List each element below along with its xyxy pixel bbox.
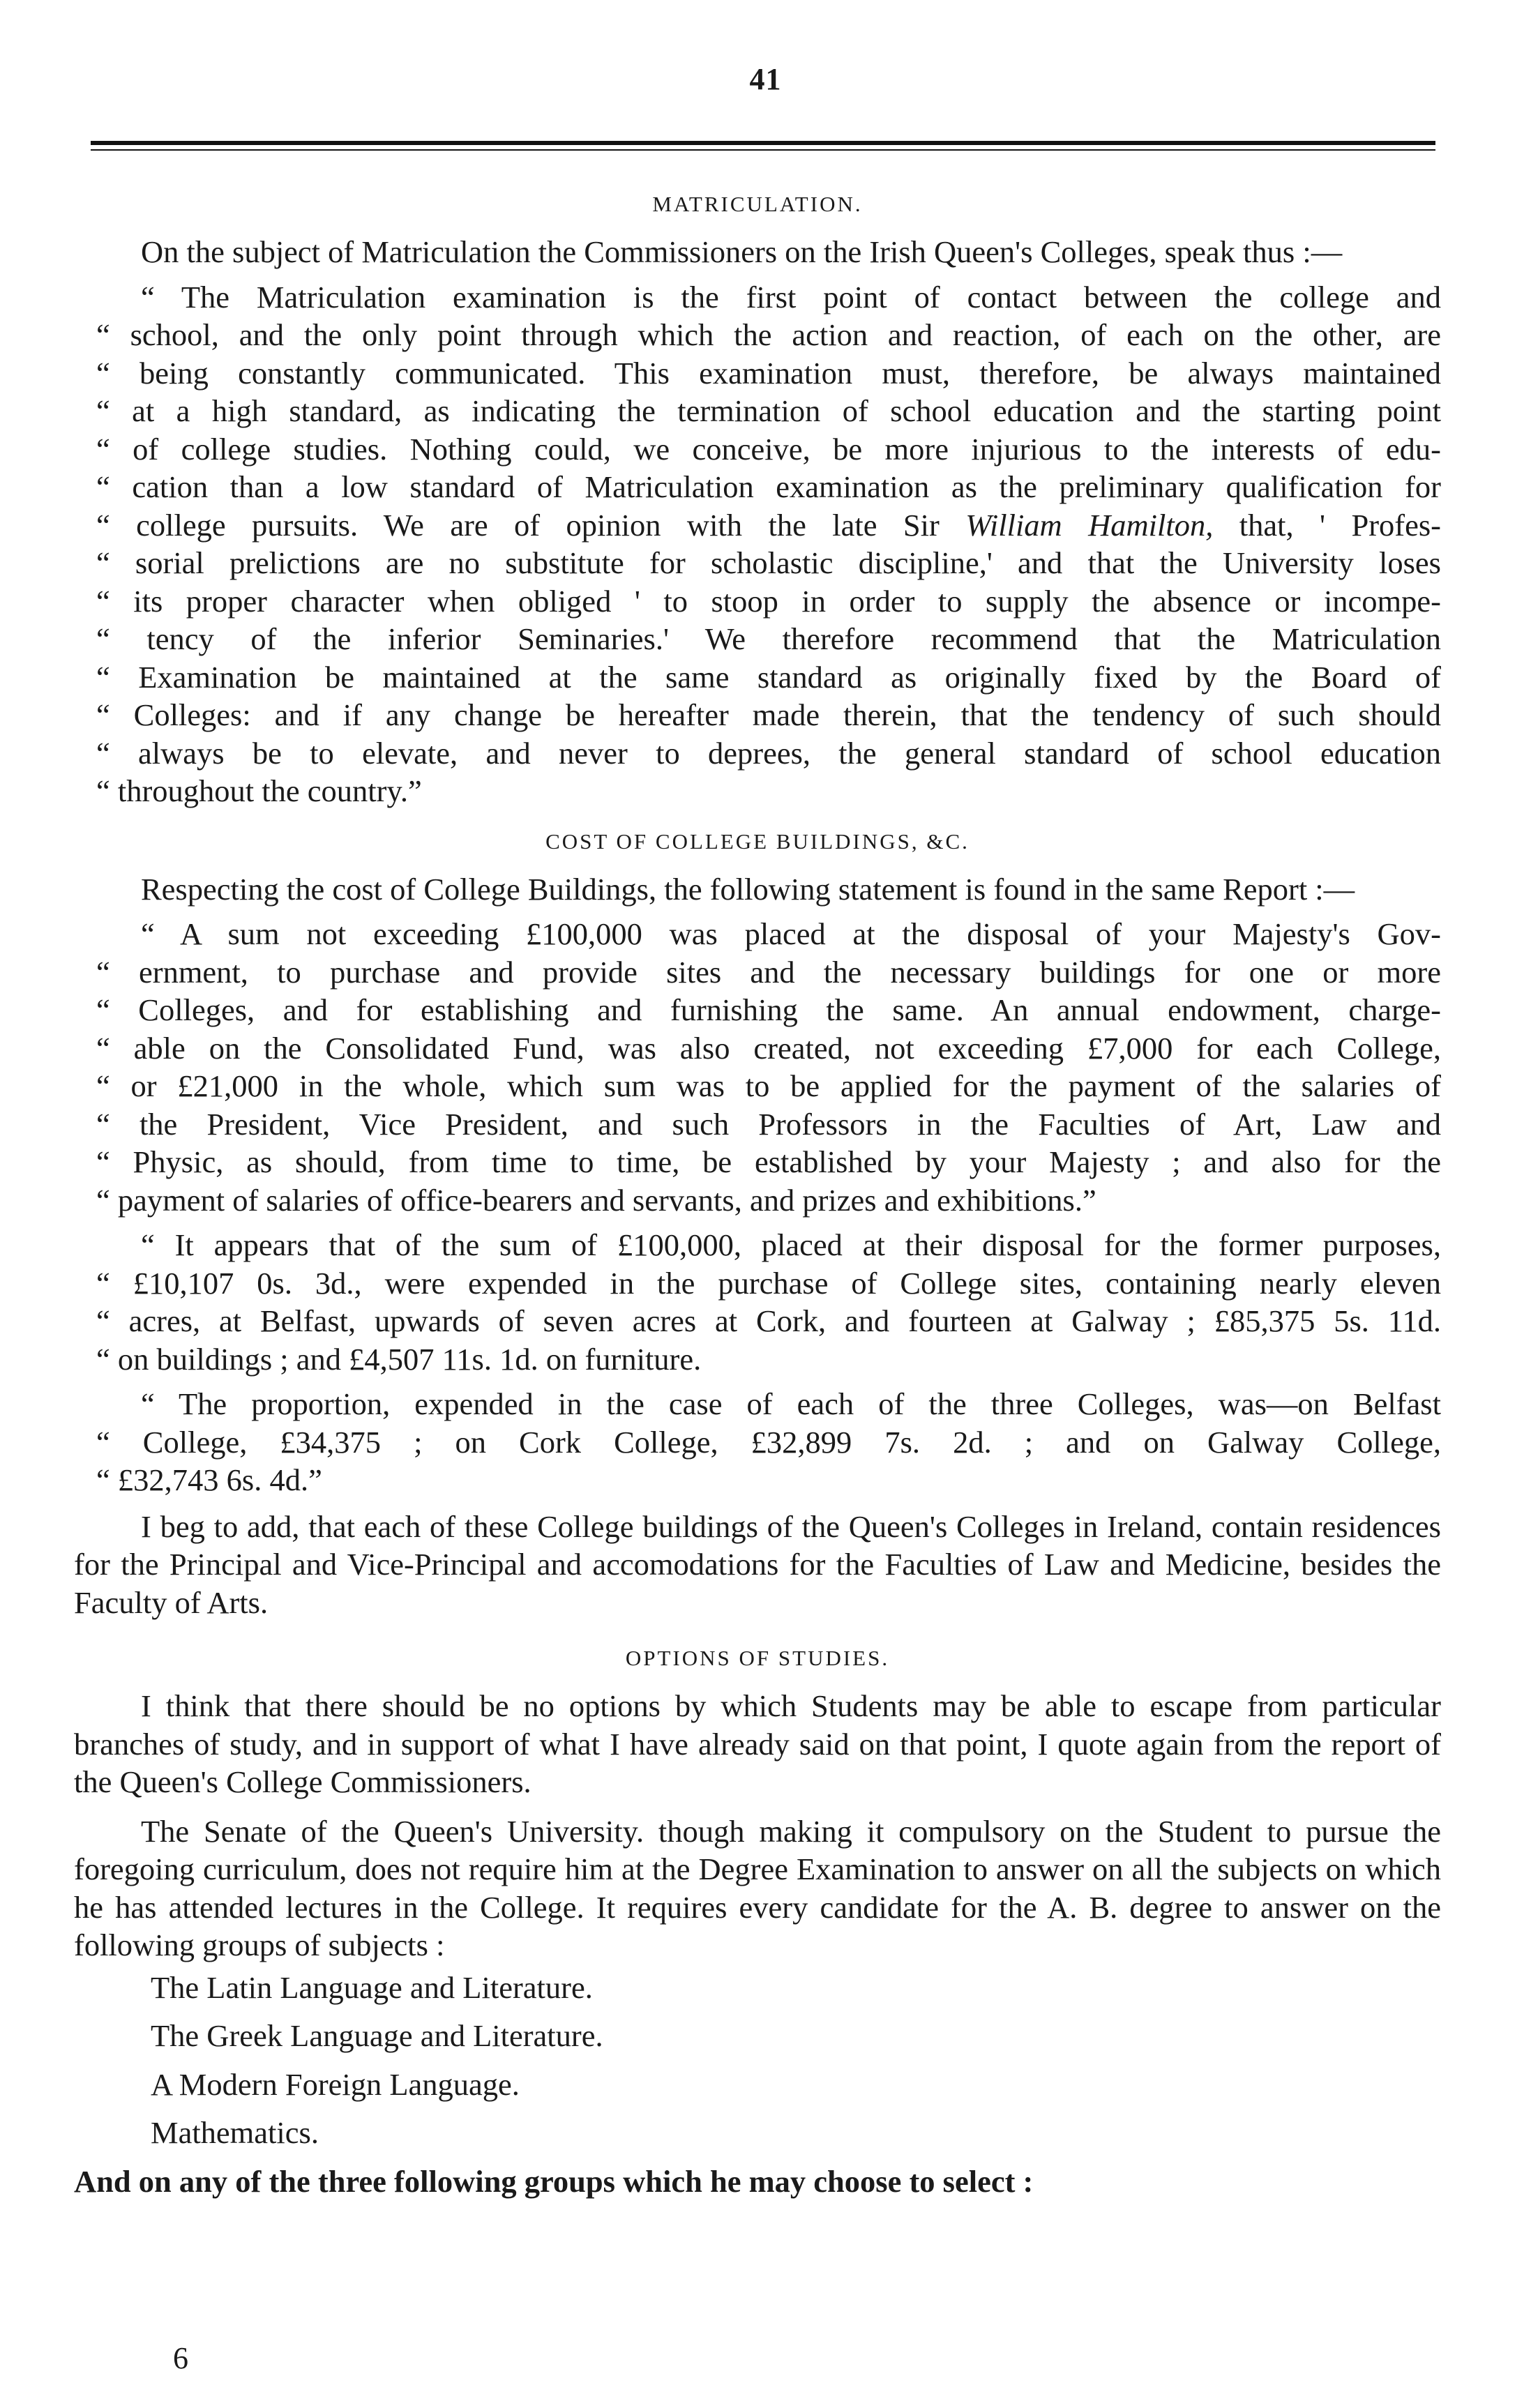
buildings-intro: Respecting the cost of College Buildings, the following statement is found in the same Report :—	[141, 871, 1355, 907]
quote-line: “ The proportion, expended in the case of each of the three Colleges, was—on Belfast	[141, 1386, 1441, 1421]
subject-item: The Latin Language and Literature.	[151, 1969, 593, 2005]
quote-line: “ always be to elevate, and never to deprees, the general standard of school education	[96, 735, 1441, 771]
buildings-quote-1	[74, 915, 1441, 1219]
buildings-addendum: I beg to add, that each of these College buildings of the Queen's Colleges in Ireland, contain residences for the Principal and Vice-Principal and accomodations for the Faculties of Law and Medicine, besides the Faculty of Arts.	[74, 1508, 1441, 1620]
quote-line: “ at a high standard, as indicating the termination of school education and the starting point	[96, 393, 1441, 428]
quote-line: “ tency of the inferior Seminaries.' We therefore recommend that the Matriculation	[96, 621, 1441, 656]
subject-item: Mathematics.	[151, 2115, 319, 2150]
quote-line: “ Colleges, and for establishing and furnishing the same. An annual endowment, charge-	[96, 992, 1441, 1027]
quote-line: “ It appears that of the sum of £100,000, placed at their disposal for the former purposes,	[141, 1227, 1441, 1262]
section-heading-buildings: COST OF COLLEGE BUILDINGS, &C.	[545, 828, 970, 854]
quote-line: “ cation than a low standard of Matriculation examination as the preliminary qualification for	[96, 469, 1441, 504]
quote-line: “ Examination be maintained at the same standard as originally fixed by the Board of	[96, 659, 1441, 695]
subject-item: A Modern Foreign Language.	[151, 2066, 520, 2102]
matriculation-intro: On the subject of Matriculation the Commissioners on the Irish Queen's Colleges, speak thus :—	[141, 234, 1343, 269]
quote-line: “ of college studies. Nothing could, we conceive, be more injurious to the interests of edu-	[96, 431, 1441, 467]
closing-line: And on any of the three following groups which he may choose to select :	[74, 2163, 1034, 2199]
signature-mark: 6	[173, 2341, 188, 2375]
header-rule	[91, 141, 1435, 151]
quote-line: “ or £21,000 in the whole, which sum was to be applied for the payment of the salaries of	[96, 1068, 1441, 1103]
matriculation-quote	[74, 278, 1441, 810]
quote-line: “ on buildings ; and £4,507 11s. 1d. on furniture.	[96, 1341, 702, 1377]
subject-item: The Greek Language and Literature.	[151, 2018, 603, 2053]
subjects-list	[74, 1969, 1441, 2152]
quote-line: “ school, and the only point through which the action and reaction, of each on the other, are	[96, 317, 1441, 352]
quote-line: “ £10,107 0s. 3d., were expended in the purchase of College sites, containing nearly eleven	[96, 1265, 1441, 1301]
section-heading-options: OPTIONS OF STUDIES.	[625, 1646, 890, 1670]
buildings-quote-2	[74, 1226, 1441, 1378]
quote-line: “ payment of salaries of office-bearers and servants, and prizes and exhibitions.”	[96, 1182, 1096, 1218]
quote-line: “ Colleges: and if any change be hereafter made therein, that the tendency of such should	[96, 697, 1441, 732]
options-para-1: I think that there should be no options by which Students may be able to escape from particular branches of study, and in support of what I have already said on that point, I quote again from the report of the Queen's College Commissioners.	[74, 1688, 1441, 1799]
quote-line-tail: that, ' Profes-	[1213, 507, 1441, 543]
quote-line: “ ernment, to purchase and provide sites and the necessary buildings for one or more	[96, 954, 1441, 990]
quote-line: “ acres, at Belfast, upwards of seven acres at Cork, and fourteen at Galway ; £85,375 5s. 11d.	[96, 1303, 1441, 1338]
quote-line: “ throughout the country.”	[96, 773, 422, 808]
quote-line: “ £32,743 6s. 4d.”	[96, 1462, 322, 1497]
quote-line: “ College, £34,375 ; on Cork College, £32,899 7s. 2d. ; and on Galway College,	[96, 1424, 1441, 1460]
page-body	[74, 183, 1441, 2200]
quote-line: “ its proper character when obliged ' to stoop in order to supply the absence or incompe-	[96, 583, 1441, 619]
buildings-quote-3	[74, 1385, 1441, 1499]
quote-line-prefix: “ college pursuits. We are of opinion with the late Sir	[96, 507, 966, 543]
quote-line-hamilton	[74, 506, 1441, 545]
quote-line: “ Physic, as should, from time to time, be established by your Majesty ; and also for the	[96, 1144, 1441, 1179]
quote-line: “ sorial prelictions are no substitute for scholastic discipline,' and that the University loses	[96, 545, 1441, 580]
quote-line: “ The Matriculation examination is the first point of contact between the college and	[141, 279, 1441, 315]
quote-line: “ being constantly communicated. This examination must, therefore, be always maintained	[96, 355, 1441, 391]
quote-line: “ the President, Vice President, and such Professors in the Faculties of Art, Law and	[96, 1106, 1441, 1142]
quote-name-italic: William Hamilton,	[965, 507, 1214, 543]
page-number: 41	[749, 62, 782, 96]
quote-line: “ able on the Consolidated Fund, was also created, not exceeding £7,000 for each College,	[96, 1030, 1441, 1066]
section-heading-matriculation: MATRICULATION.	[652, 192, 863, 216]
options-para-2: The Senate of the Queen's University. though making it compulsory on the Student to pursue the foregoing curriculum, does not require him at the Degree Examination to answer on all the subjects on which he has attended lectures in the College. It requires every candidate for the A. B. degree to answer on the following groups of subjects :	[74, 1813, 1441, 1962]
quote-line: “ A sum not exceeding £100,000 was placed at the disposal of your Majesty's Gov-	[141, 916, 1441, 951]
